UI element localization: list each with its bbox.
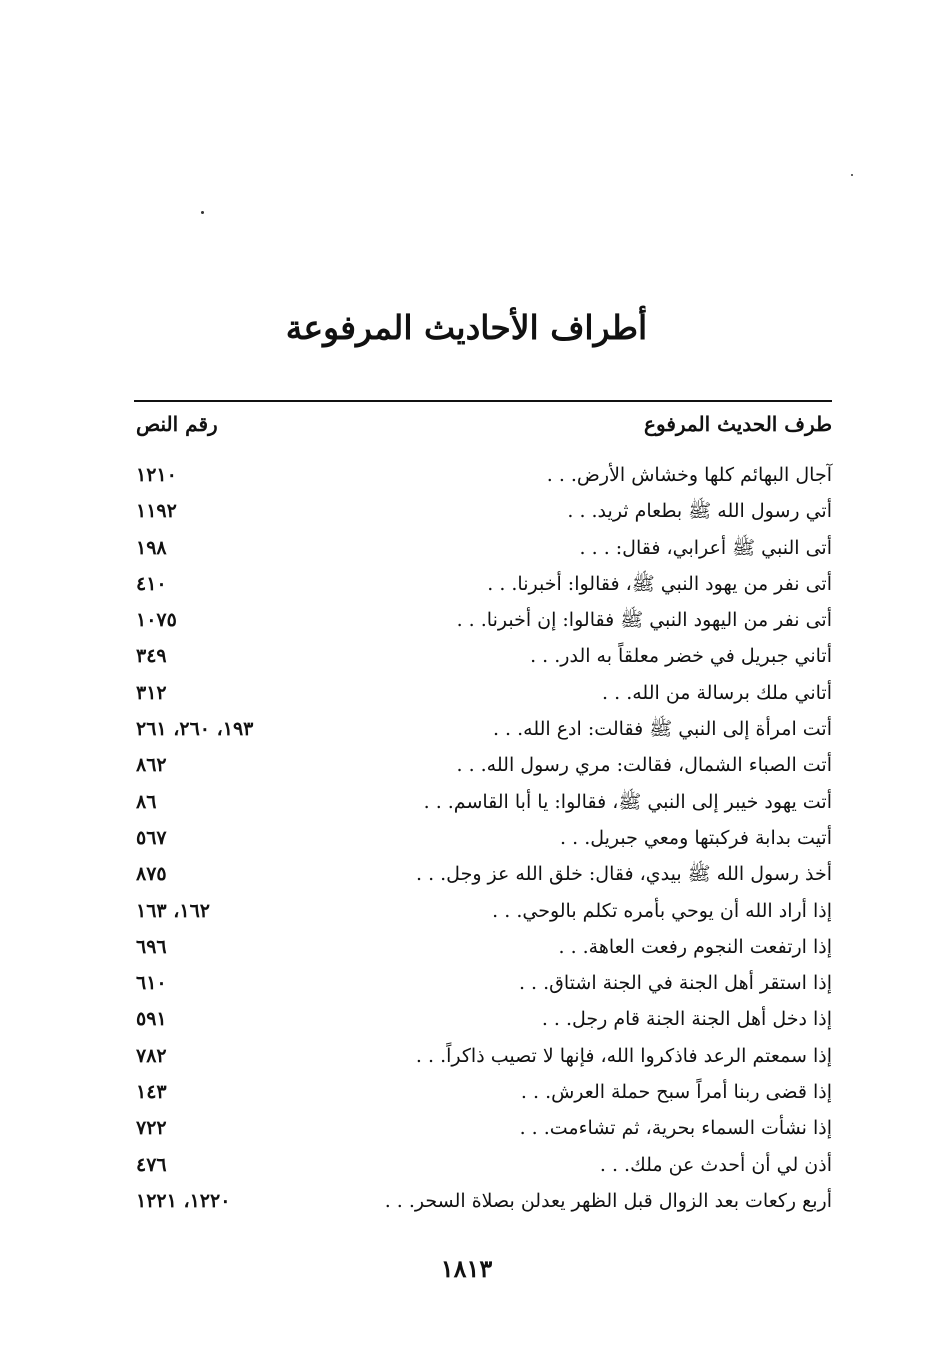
table-row xyxy=(134,567,832,603)
hadith-text: أتيت بدابة فركبتها ومعي جبريل. . . xyxy=(560,826,832,849)
table-row xyxy=(134,1148,832,1184)
index-table xyxy=(134,458,832,1220)
scan-speck xyxy=(201,211,204,214)
hadith-text: إذا استقر أهل الجنة في الجنة اشتاق. . . xyxy=(518,972,832,995)
text-number: ٤١٠ xyxy=(136,572,167,595)
table-row xyxy=(134,966,832,1002)
hadith-text: أتى نفر من يهود النبي ﷺ، فقالوا: أخبرنا. . . xyxy=(487,572,832,595)
hadith-text: آجال البهائم كلها وخشاش الأرض. . . xyxy=(546,464,832,486)
table-row xyxy=(134,857,832,893)
text-number: ٣٤٩ xyxy=(136,645,167,668)
hadith-text: أذن لي أن أحدث عن ملك. . . xyxy=(599,1153,832,1176)
table-row xyxy=(134,1075,832,1111)
text-number: ٧٨٢ xyxy=(136,1044,167,1067)
text-number: ١٢١٠ xyxy=(136,464,177,486)
scan-speck xyxy=(851,174,853,176)
hadith-text: أتت الصباء الشمال، فقالت: مري رسول الله. . . xyxy=(456,754,832,777)
header-rule xyxy=(134,400,832,402)
table-row xyxy=(134,458,832,494)
hadith-text: أخذ رسول الله ﷺ بيدي، فقال: خلق الله عز وجل. . . xyxy=(415,863,832,886)
table-row xyxy=(134,494,832,530)
text-number: ٨٦ xyxy=(136,790,157,813)
table-row xyxy=(134,639,832,675)
text-number: ١٩٨ xyxy=(136,536,167,559)
text-number: ٧٢٢ xyxy=(136,1117,167,1140)
table-header xyxy=(134,406,832,450)
hadith-text: إذا نشأت السماء بحرية، ثم تشاءمت. . . xyxy=(519,1117,832,1140)
text-number: ١٩٣، ٢٦٠، ٢٦١ xyxy=(136,718,254,741)
table-row xyxy=(134,603,832,639)
text-number: ٨٧٥ xyxy=(136,863,167,886)
text-number: ٣١٢ xyxy=(136,681,167,704)
text-number: ٥٩١ xyxy=(136,1008,167,1031)
text-number: ١١٩٢ xyxy=(136,500,177,523)
hadith-text: أتي رسول الله ﷺ بطعام ثريد. . . xyxy=(567,500,832,523)
table-row xyxy=(134,821,832,857)
text-number: ٥٦٧ xyxy=(136,826,167,849)
table-row xyxy=(134,894,832,930)
hadith-text: أتاني ملك برسالة من الله. . . xyxy=(602,681,832,704)
hadith-text: إذا قضى ربنا أمراً سبح حملة العرش. . . xyxy=(520,1081,832,1104)
hadith-text: إذا دخل أهل الجنة الجنة قام رجل. . . xyxy=(541,1008,832,1031)
hadith-text: إذا أراد الله أن يوحي بأمره تكلم بالوحي. . . xyxy=(492,899,832,922)
column-header-number: رقم النص xyxy=(136,412,218,436)
table-row xyxy=(134,531,832,567)
hadith-text: أتاني جبريل في خضر معلقاً به الدر. . . xyxy=(530,645,832,668)
text-number: ١٦٢، ١٦٣ xyxy=(136,899,210,922)
hadith-text: أتى نفر من اليهود النبي ﷺ فقالوا: إن أخبرنا. . . xyxy=(456,609,832,632)
page-title: أطراف الأحاديث المرفوعة xyxy=(285,308,648,347)
text-number: ٦٩٦ xyxy=(136,935,167,958)
table-row xyxy=(134,676,832,712)
hadith-text: أتت يهود خيبر إلى النبي ﷺ، فقالوا: يا أبا القاسم. . . xyxy=(423,790,832,813)
table-row xyxy=(134,1039,832,1075)
hadith-text: أتت امرأة إلى النبي ﷺ فقالت: ادع الله. . . xyxy=(492,718,832,741)
table-row xyxy=(134,930,832,966)
hadith-text: إذا ارتفعت النجوم رفعت العاهة. . . xyxy=(558,935,832,958)
hadith-text: أربع ركعات بعد الزوال قبل الظهر يعدلن بصلاة السحر. . . xyxy=(384,1189,832,1212)
text-number: ١٤٣ xyxy=(136,1081,167,1104)
hadith-text: أتى النبي ﷺ أعرابي، فقال: . . . xyxy=(579,536,832,559)
page-number: ١٨١٣ xyxy=(440,1254,493,1283)
text-number: ١٢٢٠، ١٢٢١ xyxy=(136,1189,231,1212)
text-number: ٨٦٢ xyxy=(136,754,167,777)
table-row xyxy=(134,712,832,748)
table-row xyxy=(134,1184,832,1220)
table-row xyxy=(134,1111,832,1147)
text-number: ٦١٠ xyxy=(136,972,167,995)
column-header-hadith: طرف الحديث المرفوع xyxy=(644,412,832,436)
hadith-text: إذا سمعتم الرعد فاذكروا الله، فإنها لا تصيب ذاكراً. . . xyxy=(415,1044,832,1067)
table-row xyxy=(134,785,832,821)
table-row xyxy=(134,748,832,784)
table-row xyxy=(134,1002,832,1038)
text-number: ٤٧٦ xyxy=(136,1153,167,1176)
text-number: ١٠٧٥ xyxy=(136,609,177,632)
